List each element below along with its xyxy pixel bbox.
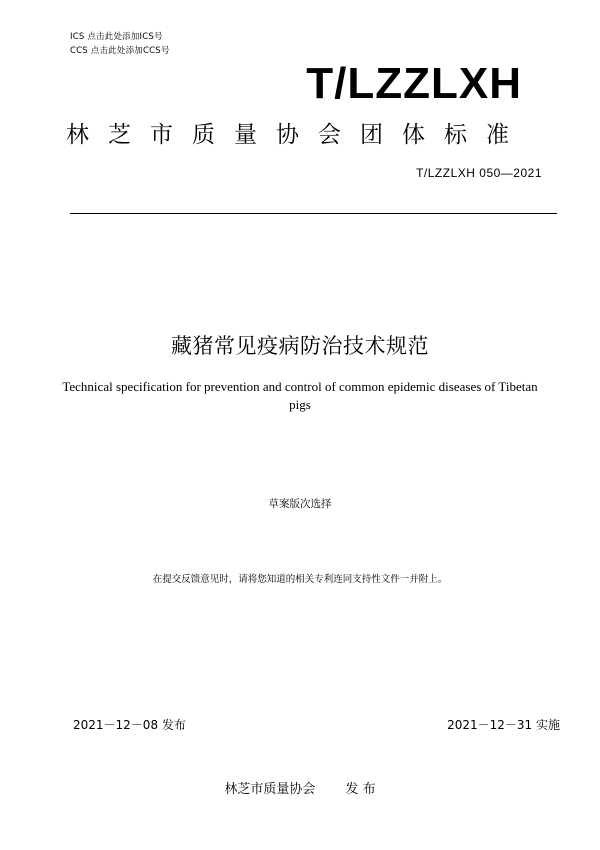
- publish-word: 发 布: [345, 782, 376, 797]
- publisher-name: 林芝市质量协会: [224, 782, 316, 797]
- patent-notice: 在提交反馈意见时，请将您知道的相关专利连同支持性文件一并附上。: [152, 574, 448, 585]
- standard-number: T/LZZLXH 050—2021: [416, 166, 542, 180]
- document-title-english: Technical specification for prevention and control of common epidemic diseases of Tibetan pigs: [62, 379, 538, 412]
- ics-code-line: ICS 点击此处添加ICS号: [70, 32, 163, 42]
- organization-standard-title: 林芝市质量协会团体标准: [66, 122, 528, 148]
- ccs-code-line: CCS 点击此处添加CCS号: [70, 46, 170, 56]
- document-title-chinese: 藏猪常见疫病防治技术规范: [171, 334, 429, 358]
- header-divider: [70, 213, 557, 214]
- organization-code-logo: T/LZZLXH: [306, 59, 522, 108]
- implementation-date: 2021－12－31 实施: [447, 718, 560, 732]
- publisher-line: [0, 778, 600, 797]
- publish-date: 2021－12－08 发布: [73, 718, 186, 732]
- draft-version-selector[interactable]: 草案版次选择: [268, 498, 332, 510]
